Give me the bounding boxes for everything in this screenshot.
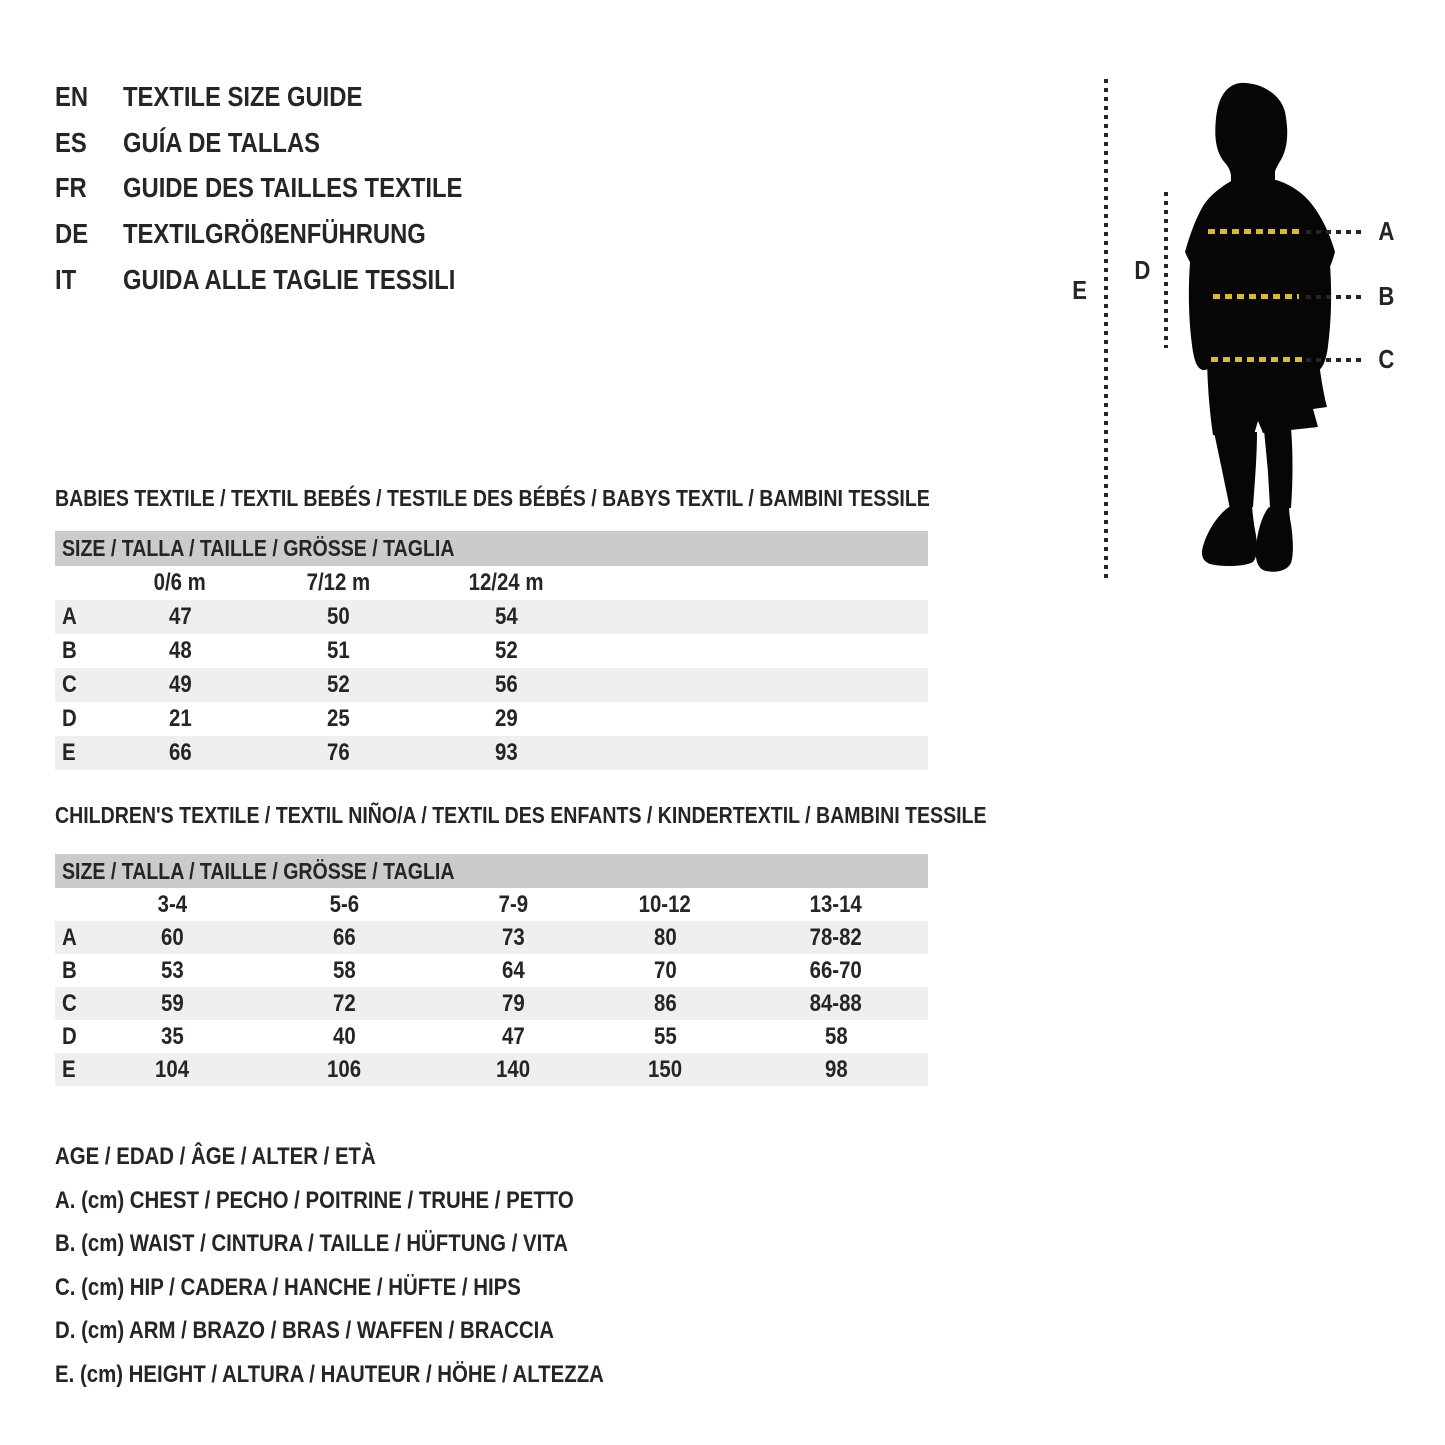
lang-title-text: GUIDA ALLE TAGLIE TESSILI	[123, 264, 456, 295]
lang-title-es	[123, 129, 355, 157]
children-col-header-1	[284, 888, 404, 921]
col-header-text: 7/12 m	[306, 569, 370, 596]
cell-text: 140	[495, 1056, 531, 1083]
table-cell	[605, 987, 725, 1020]
size-header-text: SIZE / TALLA / TAILLE / GRÖSSE / TAGLIA	[62, 858, 455, 884]
row-label-text: B	[62, 957, 77, 984]
table-cell	[446, 634, 566, 668]
lang-title-fr	[123, 174, 522, 202]
lang-code-de	[55, 220, 94, 248]
legend-text: E. (cm) HEIGHT / ALTURA / HAUTEUR / HÖHE / ALTEZZA	[55, 1361, 604, 1388]
table-cell	[120, 668, 240, 702]
col-header-text: 13-14	[809, 891, 863, 918]
measure-label-c	[1368, 345, 1404, 373]
section-title-text: BABIES TEXTILE / TEXTIL BEBÉS / TESTILE DES BÉBÉS / BABYS TEXTIL / BAMBINI TESSILE	[55, 485, 930, 511]
cell-text: 49	[168, 671, 192, 698]
cell-text: 106	[326, 1056, 362, 1083]
table-cell	[776, 954, 896, 987]
hip-leader-line-c	[1306, 358, 1364, 362]
lang-title-text: TEXTILGRÖßENFÜHRUNG	[123, 218, 426, 249]
silhouette-left-leg	[1214, 432, 1257, 509]
chest-leader-line-a	[1306, 230, 1364, 234]
cell-text: 21	[168, 705, 192, 732]
silhouette-left-shoe	[1202, 503, 1257, 566]
lang-code-en	[55, 83, 94, 111]
cell-text: 98	[824, 1056, 848, 1083]
babies-col-header-0	[120, 566, 240, 600]
table-cell	[446, 702, 566, 736]
table-cell	[278, 702, 398, 736]
table-cell	[446, 668, 566, 702]
lang-title-it	[123, 266, 514, 294]
row-label-text: E	[62, 739, 76, 766]
table-cell	[453, 921, 573, 954]
lang-title-text: GUIDE DES TAILLES TEXTILE	[123, 172, 463, 203]
measure-label-text: B	[1378, 281, 1394, 311]
cell-text: 53	[160, 957, 184, 984]
lang-title-de	[123, 220, 479, 248]
table-cell	[112, 1053, 232, 1086]
section-title-text: CHILDREN'S TEXTILE / TEXTIL NIÑO/A / TEXTIL DES ENFANTS / KINDERTEXTIL / BAMBINI TESSILE	[55, 802, 987, 828]
size-header-text: SIZE / TALLA / TAILLE / GRÖSSE / TAGLIA	[62, 535, 455, 561]
legend-line-chest	[55, 1187, 665, 1215]
table-cell	[453, 1053, 573, 1086]
legend-text: D. (cm) ARM / BRAZO / BRAS / WAFFEN / BRACCIA	[55, 1317, 555, 1344]
cell-text: 54	[494, 603, 518, 630]
table-cell	[776, 921, 896, 954]
babies-size-header	[62, 531, 524, 566]
waist-leader-line-b	[1306, 295, 1364, 299]
lang-code-text: DE	[55, 218, 89, 249]
row-label-text: D	[62, 1023, 77, 1050]
lang-title-text: TEXTILE SIZE GUIDE	[123, 81, 363, 112]
measure-label-a	[1368, 217, 1404, 245]
lang-code-text: IT	[55, 264, 77, 295]
babies-section-title	[55, 486, 1084, 510]
children-col-header-0	[112, 888, 232, 921]
table-cell	[453, 954, 573, 987]
table-cell	[446, 736, 566, 770]
lang-code-es	[55, 129, 92, 157]
row-label-text: C	[62, 990, 77, 1017]
cell-text: 50	[326, 603, 350, 630]
cell-text: 58	[824, 1023, 848, 1050]
babies-row-label-c	[62, 668, 122, 702]
col-header-text: 10-12	[638, 891, 692, 918]
table-cell	[284, 987, 404, 1020]
cell-text: 64	[501, 957, 525, 984]
table-cell	[278, 600, 398, 634]
table-cell	[776, 1053, 896, 1086]
table-cell	[120, 600, 240, 634]
cell-text: 40	[332, 1023, 356, 1050]
row-label-text: E	[62, 1056, 76, 1083]
silhouette-right-shoe	[1256, 503, 1293, 572]
table-cell	[112, 987, 232, 1020]
cell-text: 66	[332, 924, 356, 951]
table-cell	[120, 736, 240, 770]
legend-line-age	[55, 1143, 432, 1171]
row-label-text: B	[62, 637, 77, 664]
measure-label-text: D	[1134, 255, 1150, 285]
table-cell	[446, 600, 566, 634]
table-cell	[284, 1020, 404, 1053]
legend-text: B. (cm) WAIST / CINTURA / TAILLE / HÜFTUNG / VITA	[55, 1230, 569, 1257]
measure-label-e	[1062, 276, 1098, 304]
cell-text: 48	[168, 637, 192, 664]
children-col-header-2	[453, 888, 573, 921]
table-cell	[605, 954, 725, 987]
measure-label-text: C	[1378, 344, 1394, 374]
lang-code-fr	[55, 174, 92, 202]
table-cell	[112, 954, 232, 987]
child-silhouette-figure	[1180, 76, 1350, 576]
cell-text: 86	[653, 990, 677, 1017]
babies-col-header-1	[278, 566, 398, 600]
cell-text: 78-82	[809, 924, 863, 951]
table-cell	[120, 634, 240, 668]
table-cell	[120, 702, 240, 736]
table-cell	[284, 1053, 404, 1086]
legend-line-hip	[55, 1274, 603, 1302]
legend-text: A. (cm) CHEST / PECHO / POITRINE / TRUHE / PETTO	[55, 1187, 574, 1214]
table-cell	[453, 987, 573, 1020]
cell-text: 47	[501, 1023, 525, 1050]
cell-text: 29	[494, 705, 518, 732]
col-header-text: 12/24 m	[468, 569, 544, 596]
row-label-text: D	[62, 705, 77, 732]
children-col-header-4	[776, 888, 896, 921]
cell-text: 60	[160, 924, 184, 951]
col-header-text: 7-9	[498, 891, 528, 918]
legend-line-height	[55, 1361, 701, 1389]
cell-text: 52	[326, 671, 350, 698]
cell-text: 55	[653, 1023, 677, 1050]
lang-title-en	[123, 83, 405, 111]
lang-code-text: FR	[55, 172, 87, 203]
cell-text: 80	[653, 924, 677, 951]
cell-text: 73	[501, 924, 525, 951]
babies-col-header-2	[446, 566, 566, 600]
row-label-text: C	[62, 671, 77, 698]
table-cell	[284, 921, 404, 954]
table-cell	[776, 987, 896, 1020]
lang-code-text: EN	[55, 81, 89, 112]
babies-row-label-d	[62, 702, 122, 736]
legend-line-waist	[55, 1230, 659, 1258]
col-header-text: 3-4	[157, 891, 187, 918]
children-col-header-3	[605, 888, 725, 921]
lang-title-text: GUÍA DE TALLAS	[123, 127, 321, 158]
cell-text: 51	[326, 637, 350, 664]
children-section-title	[55, 803, 1151, 827]
cell-text: 59	[160, 990, 184, 1017]
row-label-text: A	[62, 603, 77, 630]
cell-text: 35	[160, 1023, 184, 1050]
children-size-header	[62, 854, 524, 888]
cell-text: 66-70	[809, 957, 863, 984]
table-cell	[112, 921, 232, 954]
legend-text: C. (cm) HIP / CADERA / HANCHE / HÜFTE / HIPS	[55, 1274, 521, 1301]
waist-measure-line-b	[1213, 294, 1299, 299]
height-measure-line-e	[1104, 79, 1108, 582]
col-header-text: 5-6	[329, 891, 359, 918]
table-cell	[278, 736, 398, 770]
row-label-text: A	[62, 924, 77, 951]
silhouette-right-leg	[1264, 428, 1293, 510]
arm-measure-line-d	[1164, 192, 1168, 348]
measure-label-text: E	[1072, 275, 1088, 305]
table-cell	[112, 1020, 232, 1053]
legend-line-arm	[55, 1317, 642, 1345]
lang-code-text: ES	[55, 127, 87, 158]
measure-label-text: A	[1378, 216, 1394, 246]
cell-text: 76	[326, 739, 350, 766]
measure-label-d	[1124, 256, 1160, 284]
cell-text: 84-88	[809, 990, 863, 1017]
table-cell	[278, 634, 398, 668]
babies-row-label-b	[62, 634, 122, 668]
cell-text: 66	[168, 739, 192, 766]
cell-text: 72	[332, 990, 356, 1017]
hip-measure-line-c	[1211, 357, 1304, 362]
chest-measure-line-a	[1208, 229, 1304, 234]
cell-text: 150	[647, 1056, 683, 1083]
cell-text: 93	[494, 739, 518, 766]
cell-text: 25	[326, 705, 350, 732]
table-cell	[278, 668, 398, 702]
table-cell	[776, 1020, 896, 1053]
lang-code-it	[55, 266, 80, 294]
col-header-text: 0/6 m	[153, 569, 207, 596]
table-cell	[605, 1053, 725, 1086]
legend-text: AGE / EDAD / ÂGE / ALTER / ETÀ	[55, 1143, 376, 1170]
babies-row-label-e	[62, 736, 122, 770]
cell-text: 47	[168, 603, 192, 630]
silhouette-shorts	[1207, 351, 1327, 441]
cell-text: 70	[653, 957, 677, 984]
cell-text: 58	[332, 957, 356, 984]
cell-text: 79	[501, 990, 525, 1017]
cell-text: 56	[494, 671, 518, 698]
cell-text: 52	[494, 637, 518, 664]
cell-text: 104	[154, 1056, 190, 1083]
babies-row-label-a	[62, 600, 122, 634]
table-cell	[605, 921, 725, 954]
table-cell	[453, 1020, 573, 1053]
measure-label-b	[1368, 282, 1404, 310]
table-cell	[605, 1020, 725, 1053]
table-cell	[284, 954, 404, 987]
